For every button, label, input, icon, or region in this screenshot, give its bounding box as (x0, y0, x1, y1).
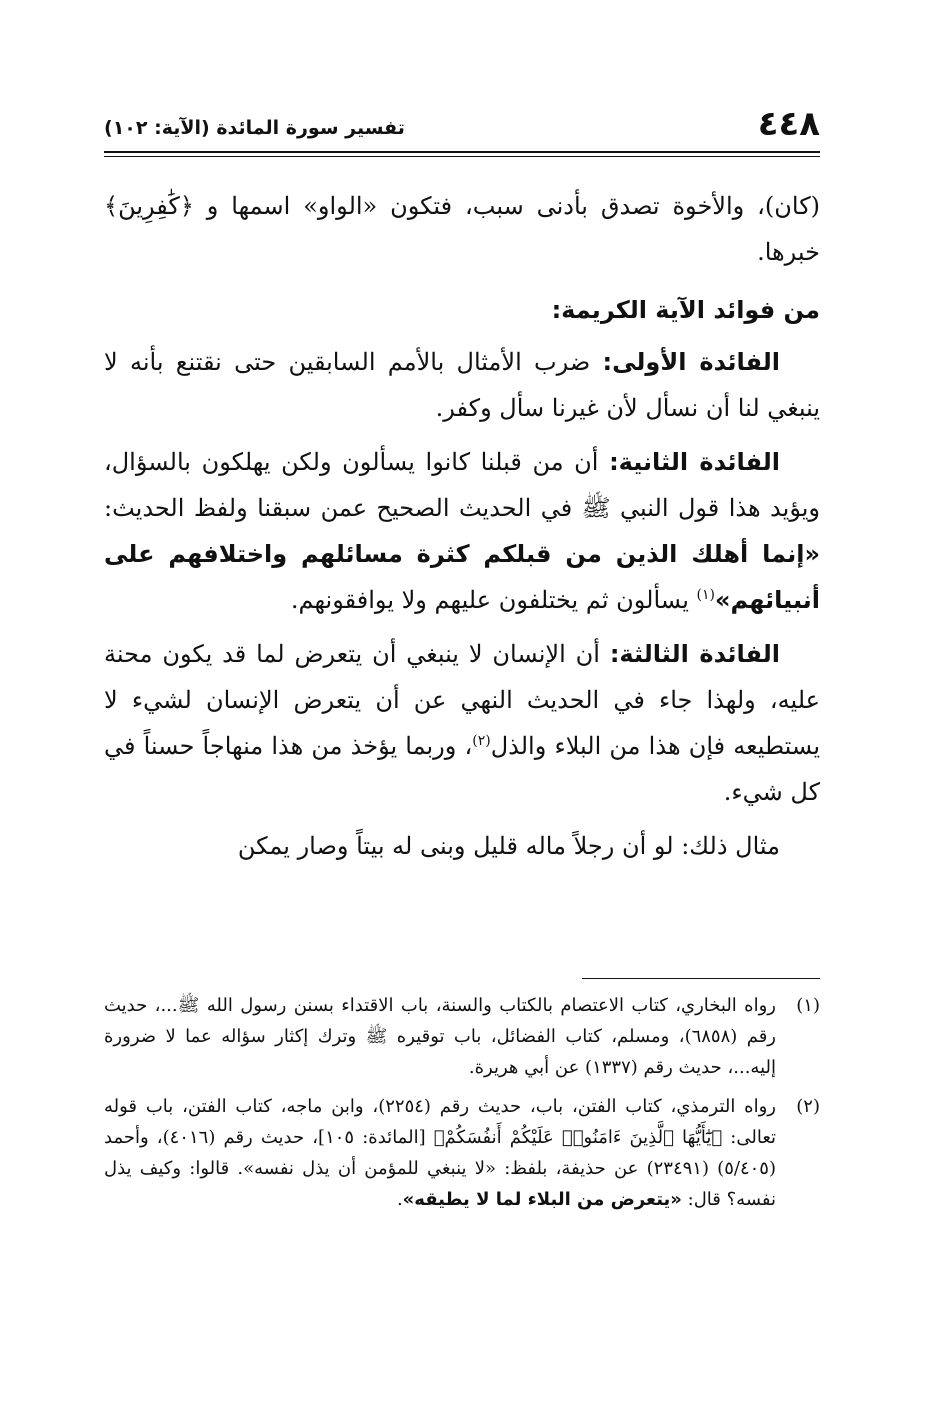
header-rule (104, 151, 820, 153)
footnote-text-b: [المائدة: ١٠٥]، حديث رقم (٤٠١٦)، وأحمد (٥/٤٠٥) (٢٣٤٩١) عن حذيفة، بلفظ: «لا ينبغي للمؤمن أن يذل نفسه». قالوا: وكيف يذل نفسه؟ قال: (104, 1127, 776, 1210)
footnote-number: (١) (796, 995, 820, 1016)
benefit-1-text: ضرب الأمثال بالأمم السابقين حتى نقتنع بأنه لا ينبغي لنا أن نسأل لأن غيرنا سأل وكفر. (104, 348, 820, 422)
footnote-separator (582, 978, 820, 979)
benefit-3-text: أن الإنسان لا ينبغي أن يتعرض لما قد يكون محنة عليه، ولهذا جاء في الحديث النهي عن أن يتعرض الإنسان لشيء لا يستطيعه فإن هذا من البلاء والذل (104, 640, 820, 760)
benefit-1-label: الفائدة الأولى: (602, 348, 781, 376)
header-rule-thin (104, 156, 820, 157)
intro-paragraph (104, 183, 820, 275)
footnote-text-c: . (396, 1189, 403, 1210)
footnote-text (104, 1091, 776, 1215)
quran-word: ﴿كَٰفِرِينَ﴾ (104, 192, 194, 220)
section-heading: من فوائد الآية الكريمة: (551, 296, 820, 324)
page-number: ٤٤٨ (757, 104, 820, 144)
benefit-3-tail: ، وربما يؤخذ من هذا منهاجاً حسناً في كل شيء. (104, 732, 820, 806)
benefit-3-paragraph (104, 631, 820, 815)
intro-text: (كان)، والأخوة تصدق بأدنى سبب، فتكون «الواو» اسمها و (206, 192, 820, 220)
benefit-2-hadith: «إنما أهلك الذين من قبلكم كثرة مسائلهم واختلافهم على أنبيائهم» (104, 540, 820, 614)
benefit-2-tail: يسألون ثم يختلفون عليهم ولا يوافقونهم. (290, 586, 697, 614)
benefit-3-label: الفائدة الثالثة: (609, 640, 780, 668)
benefit-2-label: الفائدة الثانية: (609, 448, 780, 476)
footnote-number: (٢) (796, 1096, 820, 1117)
footnote-hadith: «يتعرض من البلاء لما لا يطيقه» (402, 1189, 682, 1210)
example-text: مثال ذلك: لو أن رجلاً ماله قليل وبنى له بيتاً وصار يمكن (237, 832, 780, 860)
footnote-1 (104, 990, 820, 1083)
footnote-quran: ﴿يَٰٓأَيُّهَا ٱلَّذِينَ ءَامَنُوا۟ عَلَيْكُمْ أَنفُسَكُمْ﴾ (433, 1127, 723, 1148)
example-paragraph (104, 823, 820, 869)
footnote-2 (104, 1091, 820, 1215)
benefit-2-text: أن من قبلنا كانوا يسألون ولكن يهلكون بالسؤال، ويؤيد هذا قول النبي ﷺ في الحديث الصحيح عمن سبقنا ولفظ الحديث: (104, 448, 820, 522)
main-text (104, 183, 820, 869)
footnote-text: رواه البخاري، كتاب الاعتصام بالكتاب والسنة، باب الاقتداء بسنن رسول الله ﷺ...، حديث رقم (٦٨٥٨)، ومسلم، كتاب الفضائل، باب توقيره ﷺ وترك إكثار سؤاله عما لا ضرورة إليه...، حديث رقم (١٣٣٧) عن أبي هريرة. (104, 995, 776, 1078)
benefit-2-paragraph (104, 439, 820, 623)
page-header (104, 104, 820, 150)
footnote-ref-2[interactable]: (٢) (472, 733, 491, 749)
footnotes (104, 990, 820, 1223)
intro-tail: خبرها. (757, 238, 820, 266)
running-title: تفسير سورة المائدة (الآية: ١٠٢) (104, 117, 405, 139)
footnote-ref-1[interactable]: (١) (696, 587, 715, 603)
footnote-text-a: رواه الترمذي، كتاب الفتن، باب، حديث رقم (٢٢٥٤)، وابن ماجه، كتاب الفتن، باب قوله تعالى: (104, 1096, 777, 1148)
benefit-1-paragraph (104, 339, 820, 431)
